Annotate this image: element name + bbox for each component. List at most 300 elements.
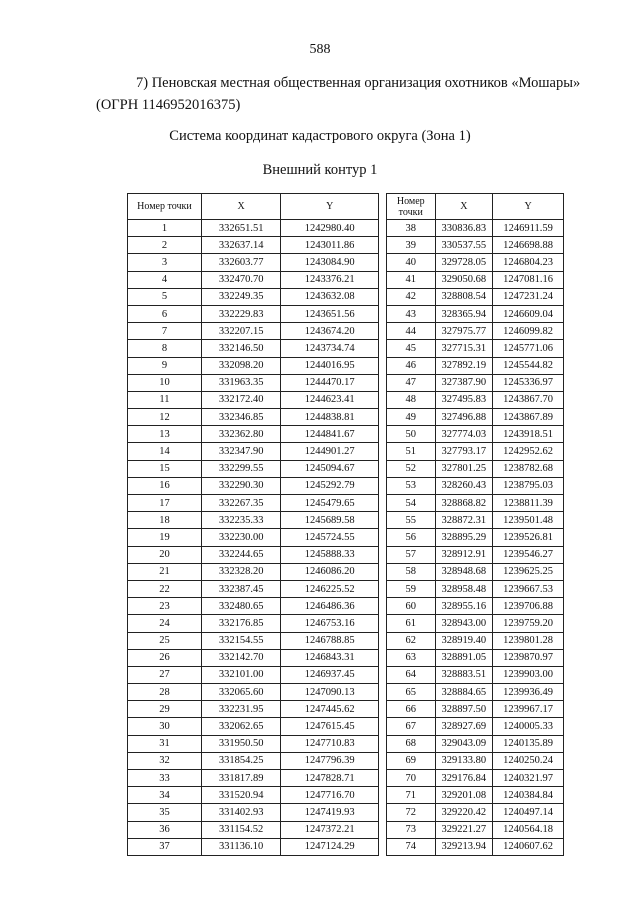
point-number-cell: 50 [387, 426, 436, 443]
y-coordinate-cell: 1240250.24 [493, 752, 564, 769]
point-number-cell: 37 [128, 838, 202, 855]
table-row [387, 649, 564, 666]
x-coordinate-cell: 328948.68 [435, 563, 493, 580]
table-row [387, 770, 564, 787]
x-coordinate-cell: 330836.83 [435, 220, 493, 237]
point-number-cell: 69 [387, 752, 436, 769]
x-coordinate-cell: 327496.88 [435, 409, 493, 426]
y-coordinate-cell: 1246225.52 [281, 580, 379, 597]
header-x: X [435, 194, 493, 220]
point-number-cell: 3 [128, 254, 202, 271]
x-coordinate-cell: 332146.50 [201, 340, 280, 357]
table-row [128, 237, 379, 254]
table-row [387, 838, 564, 855]
y-coordinate-cell: 1239625.25 [493, 563, 564, 580]
point-number-cell: 61 [387, 615, 436, 632]
point-number-cell: 40 [387, 254, 436, 271]
x-coordinate-cell: 331950.50 [201, 735, 280, 752]
x-coordinate-cell: 332290.30 [201, 477, 280, 494]
header-x: X [201, 194, 280, 220]
y-coordinate-cell: 1247615.45 [281, 718, 379, 735]
point-number-cell: 43 [387, 305, 436, 322]
table-row [387, 529, 564, 546]
point-number-cell: 52 [387, 460, 436, 477]
y-coordinate-cell: 1239759.20 [493, 615, 564, 632]
x-coordinate-cell: 329728.05 [435, 254, 493, 271]
y-coordinate-cell: 1243867.70 [493, 391, 564, 408]
point-number-cell: 66 [387, 701, 436, 718]
x-coordinate-cell: 332387.45 [201, 580, 280, 597]
table-row [387, 340, 564, 357]
header-point-number: Номер точки [128, 194, 202, 220]
point-number-cell: 20 [128, 546, 202, 563]
point-number-cell: 18 [128, 512, 202, 529]
table-row [387, 512, 564, 529]
x-coordinate-cell: 331963.35 [201, 374, 280, 391]
point-number-cell: 53 [387, 477, 436, 494]
x-coordinate-cell: 332651.51 [201, 220, 280, 237]
table-row [387, 701, 564, 718]
x-coordinate-cell: 332176.85 [201, 615, 280, 632]
y-coordinate-cell: 1245724.55 [281, 529, 379, 546]
table-row [128, 701, 379, 718]
y-coordinate-cell: 1245094.67 [281, 460, 379, 477]
table-row [387, 220, 564, 237]
point-number-cell: 65 [387, 684, 436, 701]
point-number-cell: 54 [387, 495, 436, 512]
table-row [387, 357, 564, 374]
page-number: 588 [309, 42, 331, 57]
y-coordinate-cell: 1239546.27 [493, 546, 564, 563]
y-coordinate-cell: 1239667.53 [493, 580, 564, 597]
table-row [387, 787, 564, 804]
header-y: Y [281, 194, 379, 220]
organization-name: 7) Пеновская местная общественная организация охотников «Мошары» [136, 75, 581, 91]
table-row [128, 787, 379, 804]
point-number-cell: 36 [128, 821, 202, 838]
x-coordinate-cell: 328895.29 [435, 529, 493, 546]
table-row [387, 804, 564, 821]
table-row [387, 752, 564, 769]
point-number-cell: 21 [128, 563, 202, 580]
point-number-cell: 10 [128, 374, 202, 391]
table-row [128, 495, 379, 512]
x-coordinate-cell: 331154.52 [201, 821, 280, 838]
table-row [128, 684, 379, 701]
point-number-cell: 57 [387, 546, 436, 563]
table-row [387, 546, 564, 563]
x-coordinate-cell: 328868.82 [435, 495, 493, 512]
point-number-cell: 30 [128, 718, 202, 735]
x-coordinate-cell: 328872.31 [435, 512, 493, 529]
x-coordinate-cell: 327774.03 [435, 426, 493, 443]
point-number-cell: 6 [128, 305, 202, 322]
table-row [387, 615, 564, 632]
point-number-cell: 71 [387, 787, 436, 804]
table-row [128, 460, 379, 477]
point-number-cell: 34 [128, 787, 202, 804]
x-coordinate-cell: 328955.16 [435, 598, 493, 615]
table-row [128, 323, 379, 340]
table-row [387, 666, 564, 683]
x-coordinate-cell: 332065.60 [201, 684, 280, 701]
y-coordinate-cell: 1246804.23 [493, 254, 564, 271]
x-coordinate-cell: 328365.94 [435, 305, 493, 322]
table-row [128, 735, 379, 752]
table-row [128, 512, 379, 529]
table-row [387, 391, 564, 408]
point-number-cell: 73 [387, 821, 436, 838]
x-coordinate-cell: 328912.91 [435, 546, 493, 563]
point-number-cell: 62 [387, 632, 436, 649]
table-row [128, 666, 379, 683]
table-row [128, 220, 379, 237]
x-coordinate-cell: 329221.27 [435, 821, 493, 838]
point-number-cell: 16 [128, 477, 202, 494]
point-number-cell: 19 [128, 529, 202, 546]
y-coordinate-cell: 1247090.13 [281, 684, 379, 701]
y-coordinate-cell: 1245888.33 [281, 546, 379, 563]
y-coordinate-cell: 1247231.24 [493, 288, 564, 305]
point-number-cell: 8 [128, 340, 202, 357]
table-row [387, 632, 564, 649]
point-number-cell: 2 [128, 237, 202, 254]
table-row [128, 340, 379, 357]
table-row [387, 409, 564, 426]
y-coordinate-cell: 1239801.28 [493, 632, 564, 649]
x-coordinate-cell: 329133.80 [435, 752, 493, 769]
x-coordinate-cell: 331402.93 [201, 804, 280, 821]
y-coordinate-cell: 1247081.16 [493, 271, 564, 288]
point-number-cell: 9 [128, 357, 202, 374]
table-header-row [128, 194, 379, 220]
point-number-cell: 72 [387, 804, 436, 821]
y-coordinate-cell: 1245544.82 [493, 357, 564, 374]
table-row [128, 615, 379, 632]
y-coordinate-cell: 1243867.89 [493, 409, 564, 426]
point-number-cell: 33 [128, 770, 202, 787]
point-number-cell: 35 [128, 804, 202, 821]
point-number-cell: 4 [128, 271, 202, 288]
table-row [128, 426, 379, 443]
table-row [387, 580, 564, 597]
x-coordinate-cell: 331136.10 [201, 838, 280, 855]
y-coordinate-cell: 1247796.39 [281, 752, 379, 769]
table-row [128, 374, 379, 391]
y-coordinate-cell: 1245479.65 [281, 495, 379, 512]
coordinates-table-right [386, 193, 564, 856]
point-number-cell: 14 [128, 443, 202, 460]
x-coordinate-cell: 332267.35 [201, 495, 280, 512]
table-row [387, 374, 564, 391]
y-coordinate-cell: 1243734.74 [281, 340, 379, 357]
y-coordinate-cell: 1240564.18 [493, 821, 564, 838]
organization-title [96, 72, 606, 116]
point-number-cell: 11 [128, 391, 202, 408]
x-coordinate-cell: 332172.40 [201, 391, 280, 408]
x-coordinate-cell: 329220.42 [435, 804, 493, 821]
point-number-cell: 28 [128, 684, 202, 701]
y-coordinate-cell: 1243084.90 [281, 254, 379, 271]
x-coordinate-cell: 332603.77 [201, 254, 280, 271]
point-number-cell: 27 [128, 666, 202, 683]
y-coordinate-cell: 1242952.62 [493, 443, 564, 460]
point-number-cell: 39 [387, 237, 436, 254]
y-coordinate-cell: 1238811.39 [493, 495, 564, 512]
y-coordinate-cell: 1244470.17 [281, 374, 379, 391]
y-coordinate-cell: 1246086.20 [281, 563, 379, 580]
point-number-cell: 74 [387, 838, 436, 855]
point-number-cell: 1 [128, 220, 202, 237]
table-header-row [387, 194, 564, 220]
table-row [128, 409, 379, 426]
y-coordinate-cell: 1247445.62 [281, 701, 379, 718]
coordinates-body-right [387, 220, 564, 856]
x-coordinate-cell: 328943.00 [435, 615, 493, 632]
table-row [128, 649, 379, 666]
table-row [387, 598, 564, 615]
y-coordinate-cell: 1240005.33 [493, 718, 564, 735]
table-row [128, 305, 379, 322]
table-row [387, 237, 564, 254]
point-number-cell: 64 [387, 666, 436, 683]
table-row [387, 495, 564, 512]
table-row [387, 821, 564, 838]
y-coordinate-cell: 1244623.41 [281, 391, 379, 408]
point-number-cell: 47 [387, 374, 436, 391]
x-coordinate-cell: 331520.94 [201, 787, 280, 804]
y-coordinate-cell: 1246698.88 [493, 237, 564, 254]
x-coordinate-cell: 332230.00 [201, 529, 280, 546]
x-coordinate-cell: 332347.90 [201, 443, 280, 460]
y-coordinate-cell: 1239706.88 [493, 598, 564, 615]
y-coordinate-cell: 1246609.04 [493, 305, 564, 322]
point-number-cell: 25 [128, 632, 202, 649]
point-number-cell: 42 [387, 288, 436, 305]
x-coordinate-cell: 327715.31 [435, 340, 493, 357]
table-row [128, 821, 379, 838]
table-row [128, 254, 379, 271]
x-coordinate-cell: 332328.20 [201, 563, 280, 580]
x-coordinate-cell: 332062.65 [201, 718, 280, 735]
x-coordinate-cell: 332637.14 [201, 237, 280, 254]
table-row [128, 563, 379, 580]
x-coordinate-cell: 332231.95 [201, 701, 280, 718]
y-coordinate-cell: 1246753.16 [281, 615, 379, 632]
point-number-cell: 7 [128, 323, 202, 340]
point-number-cell: 67 [387, 718, 436, 735]
point-number-cell: 68 [387, 735, 436, 752]
y-coordinate-cell: 1239903.00 [493, 666, 564, 683]
y-coordinate-cell: 1240497.14 [493, 804, 564, 821]
table-row [128, 580, 379, 597]
x-coordinate-cell: 327892.19 [435, 357, 493, 374]
x-coordinate-cell: 331817.89 [201, 770, 280, 787]
table-row [387, 460, 564, 477]
y-coordinate-cell: 1246099.82 [493, 323, 564, 340]
x-coordinate-cell: 332229.83 [201, 305, 280, 322]
point-number-cell: 38 [387, 220, 436, 237]
x-coordinate-cell: 328897.50 [435, 701, 493, 718]
table-row [387, 563, 564, 580]
x-coordinate-cell: 327801.25 [435, 460, 493, 477]
x-coordinate-cell: 332235.33 [201, 512, 280, 529]
point-number-cell: 45 [387, 340, 436, 357]
y-coordinate-cell: 1240384.84 [493, 787, 564, 804]
x-coordinate-cell: 328883.51 [435, 666, 493, 683]
y-coordinate-cell: 1245292.79 [281, 477, 379, 494]
contour-title: Внешний контур 1 [262, 162, 378, 178]
table-row [387, 718, 564, 735]
table-row [128, 391, 379, 408]
table-row [128, 529, 379, 546]
y-coordinate-cell: 1245771.06 [493, 340, 564, 357]
table-row [128, 443, 379, 460]
table-row [387, 305, 564, 322]
point-number-cell: 59 [387, 580, 436, 597]
y-coordinate-cell: 1239501.48 [493, 512, 564, 529]
table-row [387, 288, 564, 305]
point-number-cell: 22 [128, 580, 202, 597]
organization-ogrn: (ОГРН 1146952016375) [96, 97, 241, 113]
x-coordinate-cell: 329043.09 [435, 735, 493, 752]
x-coordinate-cell: 328958.48 [435, 580, 493, 597]
y-coordinate-cell: 1239870.97 [493, 649, 564, 666]
table-row [387, 426, 564, 443]
y-coordinate-cell: 1246788.85 [281, 632, 379, 649]
y-coordinate-cell: 1240135.89 [493, 735, 564, 752]
point-number-cell: 48 [387, 391, 436, 408]
x-coordinate-cell: 327495.83 [435, 391, 493, 408]
point-number-cell: 56 [387, 529, 436, 546]
x-coordinate-cell: 332154.55 [201, 632, 280, 649]
point-number-cell: 26 [128, 649, 202, 666]
header-y: Y [493, 194, 564, 220]
y-coordinate-cell: 1246843.31 [281, 649, 379, 666]
x-coordinate-cell: 332249.35 [201, 288, 280, 305]
x-coordinate-cell: 328884.65 [435, 684, 493, 701]
x-coordinate-cell: 332299.55 [201, 460, 280, 477]
y-coordinate-cell: 1243674.20 [281, 323, 379, 340]
y-coordinate-cell: 1247372.21 [281, 821, 379, 838]
table-row [387, 443, 564, 460]
x-coordinate-cell: 328891.05 [435, 649, 493, 666]
y-coordinate-cell: 1242980.40 [281, 220, 379, 237]
table-row [128, 357, 379, 374]
point-number-cell: 60 [387, 598, 436, 615]
x-coordinate-cell: 329176.84 [435, 770, 493, 787]
y-coordinate-cell: 1244838.81 [281, 409, 379, 426]
y-coordinate-cell: 1243651.56 [281, 305, 379, 322]
x-coordinate-cell: 328260.43 [435, 477, 493, 494]
x-coordinate-cell: 332098.20 [201, 357, 280, 374]
point-number-cell: 12 [128, 409, 202, 426]
table-row [128, 477, 379, 494]
table-row [128, 598, 379, 615]
table-row [128, 838, 379, 855]
x-coordinate-cell: 332362.80 [201, 426, 280, 443]
y-coordinate-cell: 1240321.97 [493, 770, 564, 787]
y-coordinate-cell: 1246911.59 [493, 220, 564, 237]
point-number-cell: 23 [128, 598, 202, 615]
y-coordinate-cell: 1247710.83 [281, 735, 379, 752]
y-coordinate-cell: 1247124.29 [281, 838, 379, 855]
point-number-cell: 46 [387, 357, 436, 374]
point-number-cell: 41 [387, 271, 436, 288]
x-coordinate-cell: 332207.15 [201, 323, 280, 340]
x-coordinate-cell: 327975.77 [435, 323, 493, 340]
table-row [128, 718, 379, 735]
point-number-cell: 49 [387, 409, 436, 426]
point-number-cell: 17 [128, 495, 202, 512]
y-coordinate-cell: 1239967.17 [493, 701, 564, 718]
table-row [128, 804, 379, 821]
point-number-cell: 44 [387, 323, 436, 340]
y-coordinate-cell: 1246937.45 [281, 666, 379, 683]
x-coordinate-cell: 329201.08 [435, 787, 493, 804]
y-coordinate-cell: 1244016.95 [281, 357, 379, 374]
x-coordinate-cell: 328919.40 [435, 632, 493, 649]
x-coordinate-cell: 327793.17 [435, 443, 493, 460]
y-coordinate-cell: 1247716.70 [281, 787, 379, 804]
table-row [387, 254, 564, 271]
y-coordinate-cell: 1238782.68 [493, 460, 564, 477]
point-number-cell: 51 [387, 443, 436, 460]
point-number-cell: 13 [128, 426, 202, 443]
y-coordinate-cell: 1243918.51 [493, 426, 564, 443]
coordinates-table-left [127, 193, 379, 856]
x-coordinate-cell: 331854.25 [201, 752, 280, 769]
x-coordinate-cell: 329213.94 [435, 838, 493, 855]
x-coordinate-cell: 328927.69 [435, 718, 493, 735]
point-number-cell: 31 [128, 735, 202, 752]
y-coordinate-cell: 1239936.49 [493, 684, 564, 701]
header-point-number: Номер точки [387, 194, 436, 220]
x-coordinate-cell: 332142.70 [201, 649, 280, 666]
y-coordinate-cell: 1243011.86 [281, 237, 379, 254]
point-number-cell: 15 [128, 460, 202, 477]
point-number-cell: 24 [128, 615, 202, 632]
point-number-cell: 29 [128, 701, 202, 718]
y-coordinate-cell: 1243376.21 [281, 271, 379, 288]
y-coordinate-cell: 1238795.03 [493, 477, 564, 494]
table-row [128, 632, 379, 649]
y-coordinate-cell: 1245336.97 [493, 374, 564, 391]
table-row [387, 323, 564, 340]
y-coordinate-cell: 1244841.67 [281, 426, 379, 443]
table-row [387, 684, 564, 701]
table-row [387, 735, 564, 752]
y-coordinate-cell: 1247828.71 [281, 770, 379, 787]
x-coordinate-cell: 330537.55 [435, 237, 493, 254]
y-coordinate-cell: 1243632.08 [281, 288, 379, 305]
point-number-cell: 5 [128, 288, 202, 305]
x-coordinate-cell: 332244.65 [201, 546, 280, 563]
table-row [128, 271, 379, 288]
x-coordinate-cell: 332470.70 [201, 271, 280, 288]
x-coordinate-cell: 332101.00 [201, 666, 280, 683]
y-coordinate-cell: 1244901.27 [281, 443, 379, 460]
point-number-cell: 63 [387, 649, 436, 666]
point-number-cell: 32 [128, 752, 202, 769]
y-coordinate-cell: 1240607.62 [493, 838, 564, 855]
x-coordinate-cell: 332480.65 [201, 598, 280, 615]
table-row [128, 288, 379, 305]
table-row [128, 770, 379, 787]
coordinate-system-title: Система координат кадастрового округа (Зона 1) [169, 128, 471, 144]
point-number-cell: 58 [387, 563, 436, 580]
coordinates-body-left [128, 220, 379, 856]
